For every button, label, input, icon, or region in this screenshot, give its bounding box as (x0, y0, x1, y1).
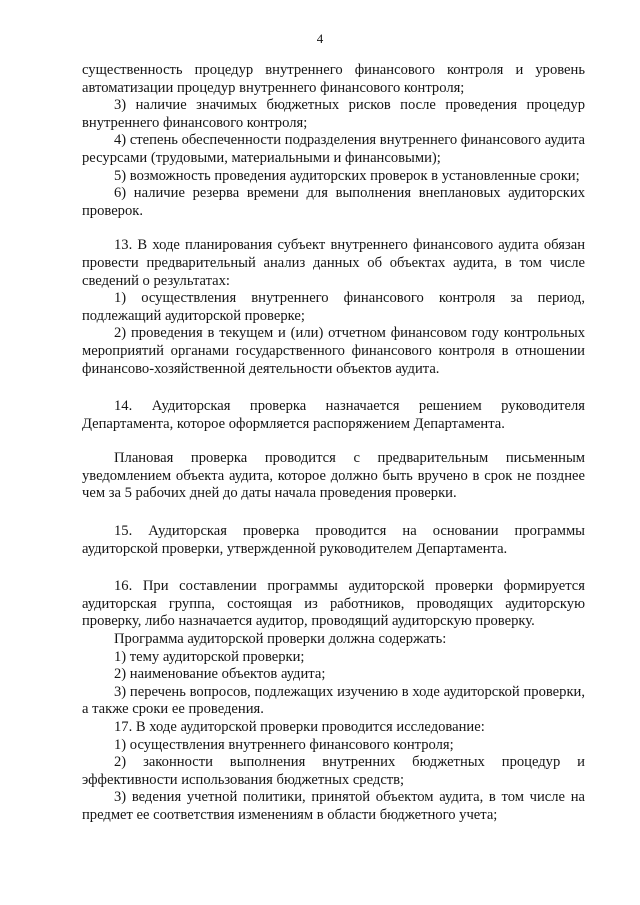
list-item-6: 6) наличие резерва времени для выполнения внеплановых аудиторских проверок. (82, 185, 585, 219)
clause-17-item-2: 2) законности выполнения внутренних бюджетных процедур и эффективности использования бюджетных средств; (82, 754, 585, 788)
document-body (82, 62, 585, 825)
clause-14: 14. Аудиторская проверка назначается решением руководителя Департамента, которое оформляется распоряжением Департамента. (82, 398, 585, 432)
program-item-2: 2) наименование объектов аудита; (114, 666, 326, 683)
paragraph-continuation: существенность процедур внутреннего финансового контроля и уровень автоматизации процедур внутреннего финансового контроля; (82, 62, 585, 96)
clause-13: 13. В ходе планирования субъект внутреннего финансового аудита обязан провести предварительный анализ данных об объектах аудита, в том числе сведений о результатах: (82, 237, 585, 289)
program-item-1: 1) тему аудиторской проверки; (114, 648, 305, 665)
clause-17: 17. В ходе аудиторской проверки проводится исследование: (114, 719, 485, 735)
planned-audit-paragraph: Плановая проверка проводится с предварительным письменным уведомлением объекта аудита, которое должно быть вручено в срок не позднее чем за 5 рабочих дней до даты начала проведения проверки. (82, 450, 585, 502)
page-number: 4 (316, 31, 324, 46)
program-item-3: 3) перечень вопросов, подлежащих изучению в ходе аудиторской проверки, а также сроки ее проведения. (82, 683, 585, 718)
clause-17-item-1: 1) осуществления внутреннего финансового контроля; (114, 736, 454, 753)
clause-15: 15. Аудиторская проверка проводится на основании программы аудиторской проверки, утвержденной руководителем Департамента. (82, 523, 585, 557)
clause-13-item-1: 1) осуществления внутреннего финансового контроля за период, подлежащий аудиторской проверке; (82, 290, 585, 324)
list-item-3: 3) наличие значимых бюджетных рисков после проведения процедур внутреннего финансового контроля; (82, 97, 585, 131)
list-item-5: 5) возможность проведения аудиторских проверок в установленные сроки; (114, 167, 580, 184)
clause-17-item-3: 3) ведения учетной политики, принятой объектом аудита, в том числе на предмет ее соответствия изменениям в области бюджетного учета; (82, 789, 585, 823)
clause-16: 16. При составлении программы аудиторской проверки формируется аудиторская группа, состоящая из работников, проводящих аудиторскую проверку, либо назначается аудитор, проводящий аудиторскую проверку. (82, 578, 585, 630)
program-contents-intro: Программа аудиторской проверки должна содержать: (114, 631, 447, 648)
clause-13-item-2: 2) проведения в текущем и (или) отчетном финансовом году контрольных мероприятий органами государственного финансового контроля в отношении финансово-хозяйственной деятельности объектов аудита. (82, 325, 585, 377)
list-item-4: 4) степень обеспеченности подразделения внутреннего финансового аудита ресурсами (трудовыми, материальными и финансовыми); (82, 132, 585, 166)
